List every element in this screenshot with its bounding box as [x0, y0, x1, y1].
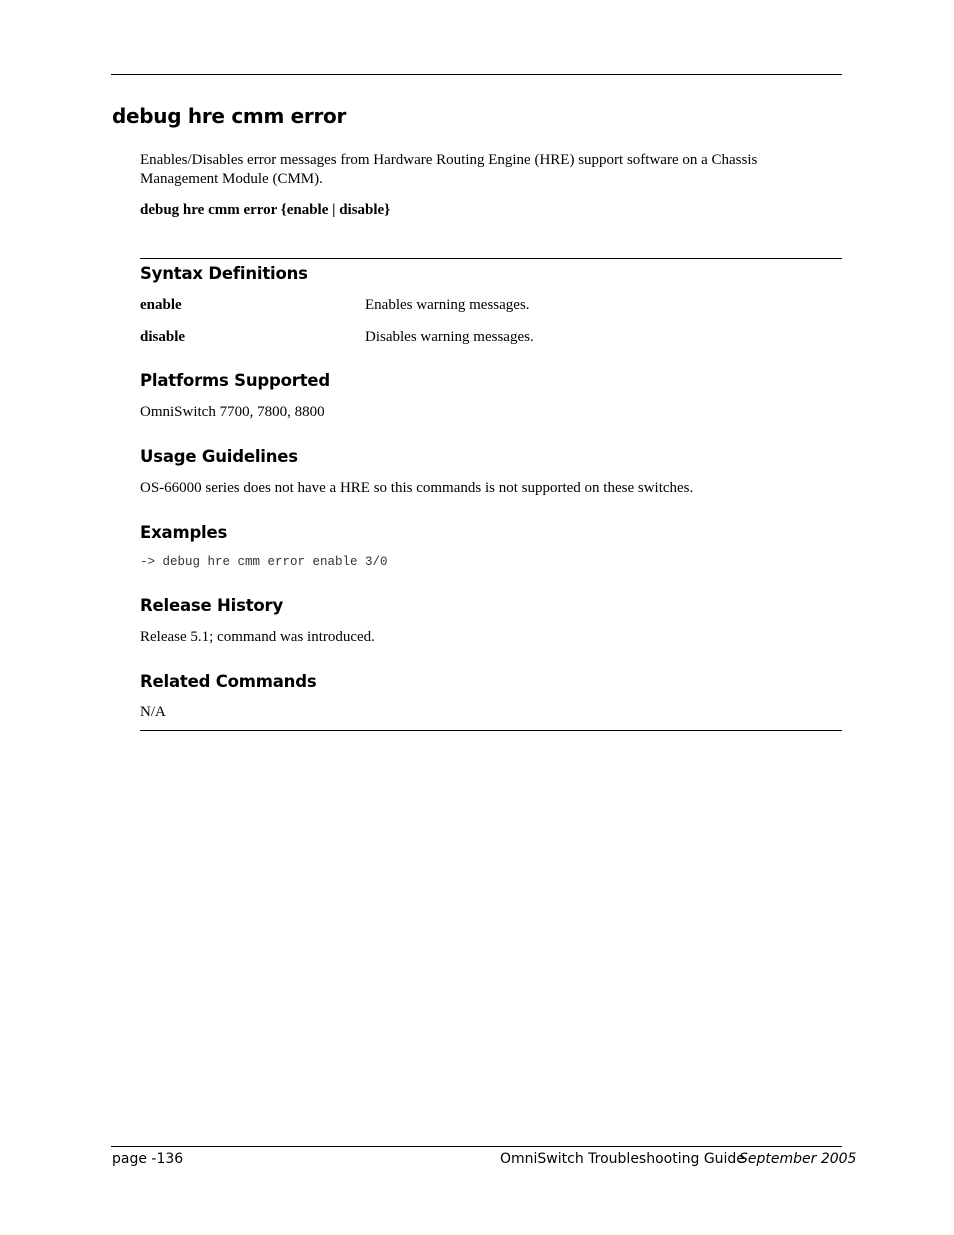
related-commands-text: N/A — [140, 704, 166, 720]
syntax-def-disable: Disables warning messages. — [365, 329, 534, 345]
section-rule — [140, 258, 842, 259]
release-history-text: Release 5.1; command was introduced. — [140, 629, 375, 645]
footer-guide-title: OmniSwitch Troubleshooting Guide — [500, 1151, 745, 1167]
examples-heading: Examples — [140, 523, 228, 542]
end-rule — [140, 730, 842, 731]
platforms-text: OmniSwitch 7700, 7800, 8800 — [140, 404, 325, 420]
header-rule — [111, 74, 842, 75]
footer-page-number: page -136 — [112, 1151, 184, 1167]
command-syntax: debug hre cmm error {enable | disable} — [140, 202, 391, 218]
release-history-heading: Release History — [140, 596, 284, 615]
syntax-term-disable: disable — [140, 329, 186, 345]
syntax-definitions-heading: Syntax Definitions — [140, 264, 308, 283]
footer-date: September 2005 — [739, 1151, 857, 1167]
syntax-def-enable: Enables warning messages. — [365, 297, 530, 313]
footer-rule — [111, 1146, 842, 1147]
usage-text: OS-66000 series does not have a HRE so this commands is not supported on these switches. — [140, 480, 694, 496]
related-commands-heading: Related Commands — [140, 672, 317, 691]
platforms-heading: Platforms Supported — [140, 371, 330, 390]
syntax-term-enable: enable — [140, 297, 182, 313]
page-title: debug hre cmm error — [112, 104, 347, 128]
usage-heading: Usage Guidelines — [140, 447, 298, 466]
command-description: Enables/Disables error messages from Hardware Routing Engine (HRE) support software on a Chassis Management Module (CMM). — [140, 152, 758, 187]
example-code: -> debug hre cmm error enable 3/0 — [140, 555, 388, 569]
